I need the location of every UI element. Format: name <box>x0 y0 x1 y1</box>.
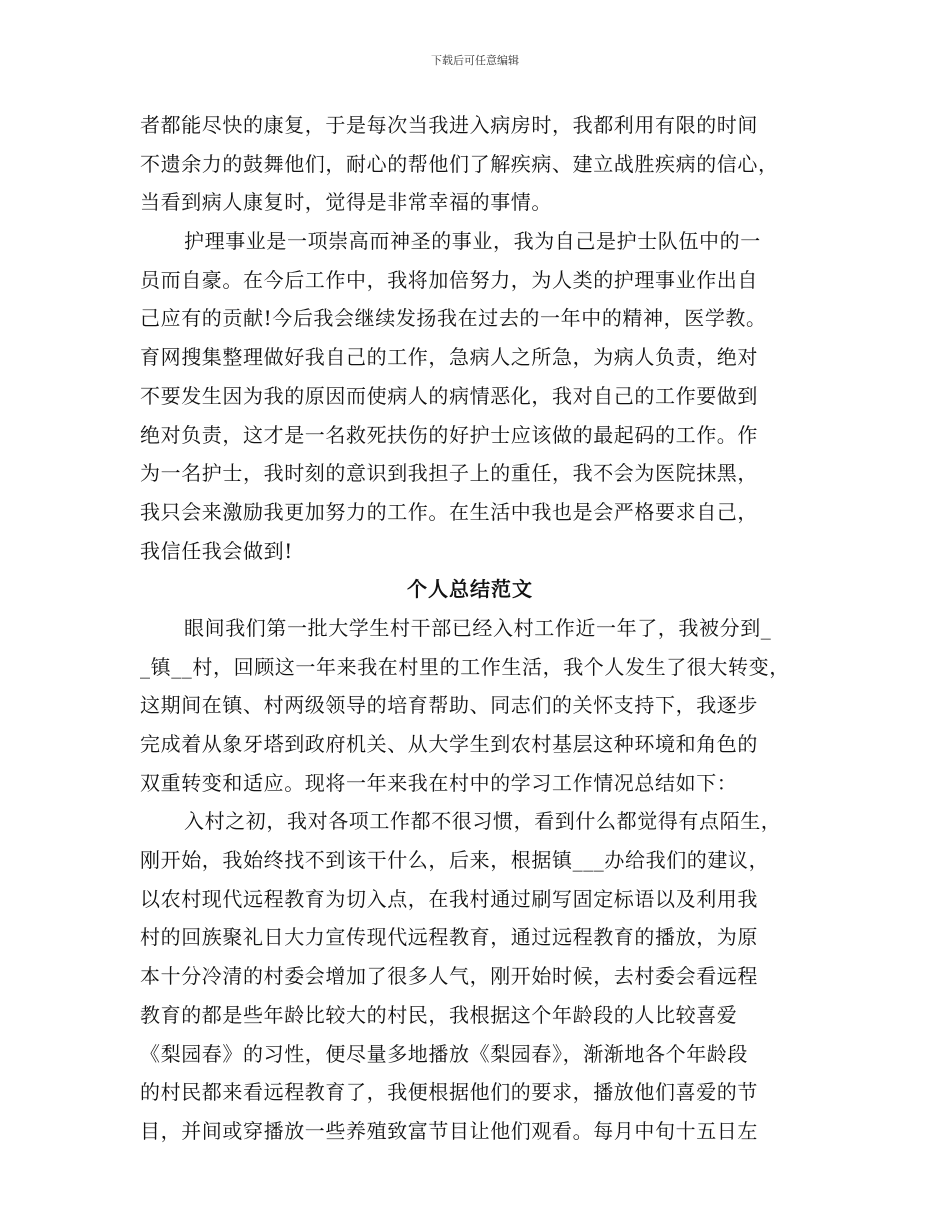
text-line: 入村之初，我对各项工作都不很习惯，看到什么都觉得有点陌生， <box>184 809 782 834</box>
text-line: 眼间我们第一批大学生村干部已经入村工作近一年了，我被分到_ <box>184 615 772 640</box>
section-title: 个人总结范文 <box>407 577 533 602</box>
text-line: 为一名护士，我时刻的意识到我担子上的重任，我不会为医院抹黑， <box>140 461 758 486</box>
text-line: 己应有的贡献!今后我会继续发扬我在过去的一年中的精神，医学教。 <box>140 306 767 331</box>
page-header: 下载后可任意编辑 <box>431 54 519 67</box>
text-line: 村的回族聚礼日大力宣传现代远程教育，通过远程教育的播放，为原 <box>140 925 758 950</box>
text-line: 双重转变和适应。现将一年来我在村中的学习工作情况总结如下： <box>140 770 738 795</box>
text-line: 不遗余力的鼓舞他们，耐心的帮他们了解疾病、建立战胜疾病的信心， <box>140 151 779 176</box>
text-line: _镇__村，回顾这一年来我在村里的工作生活，我个人发生了很大转变， <box>140 654 790 679</box>
text-line: 这期间在镇、村两级领导的培育帮助、同志们的关怀支持下，我逐步 <box>140 693 758 718</box>
text-line: 本十分冷清的村委会增加了很多人气，刚开始时候，去村委会看远程 <box>140 964 758 989</box>
text-line: 不要发生因为我的原因而使病人的病情恶化，我对自己的工作要做到 <box>140 383 758 408</box>
text-line: 目，并间或穿播放一些养殖致富节目让他们观看。每月中旬十五日左 <box>140 1118 758 1143</box>
text-line: 育网搜集整理做好我自己的工作，急病人之所急，为病人负责，绝对 <box>140 345 758 370</box>
text-line: 《梨园春》的习性，便尽量多地播放《梨园春》，渐渐地各个年龄段 <box>140 1041 748 1066</box>
text-line: 刚开始，我始终找不到该干什么，后来，根据镇___办给我们的建议， <box>140 848 770 873</box>
text-line: 的村民都来看远程教育了，我便根据他们的要求，播放他们喜爱的节 <box>140 1080 758 1105</box>
text-line: 当看到病人康复时，觉得是非常幸福的事情。 <box>140 190 552 215</box>
text-line: 员而自豪。在今后工作中，我将加倍努力，为人类的护理事业作出自 <box>140 267 758 292</box>
document-body <box>140 106 820 1151</box>
text-line: 我信任我会做到! <box>140 538 293 563</box>
text-line: 教育的都是些年龄比较大的村民，我根据这个年龄段的人比较喜爱 <box>140 1002 738 1027</box>
text-line: 绝对负责，这才是一名救死扶伤的好护士应该做的最起码的工作。作 <box>140 422 758 447</box>
text-line: 以农村现代远程教育为切入点，在我村通过刷写固定标语以及利用我 <box>140 886 758 911</box>
text-line: 完成着从象牙塔到政府机关、从大学生到农村基层这种环境和角色的 <box>140 732 758 756</box>
text-line: 我只会来激励我更加努力的工作。在生活中我也是会严格要求自己， <box>140 499 758 524</box>
text-line: 护理事业是一项崇高而神圣的事业，我为自己是护士队伍中的一 <box>184 229 761 254</box>
text-line: 者都能尽快的康复，于是每次当我进入病房时，我都利用有限的时间 <box>140 113 758 137</box>
